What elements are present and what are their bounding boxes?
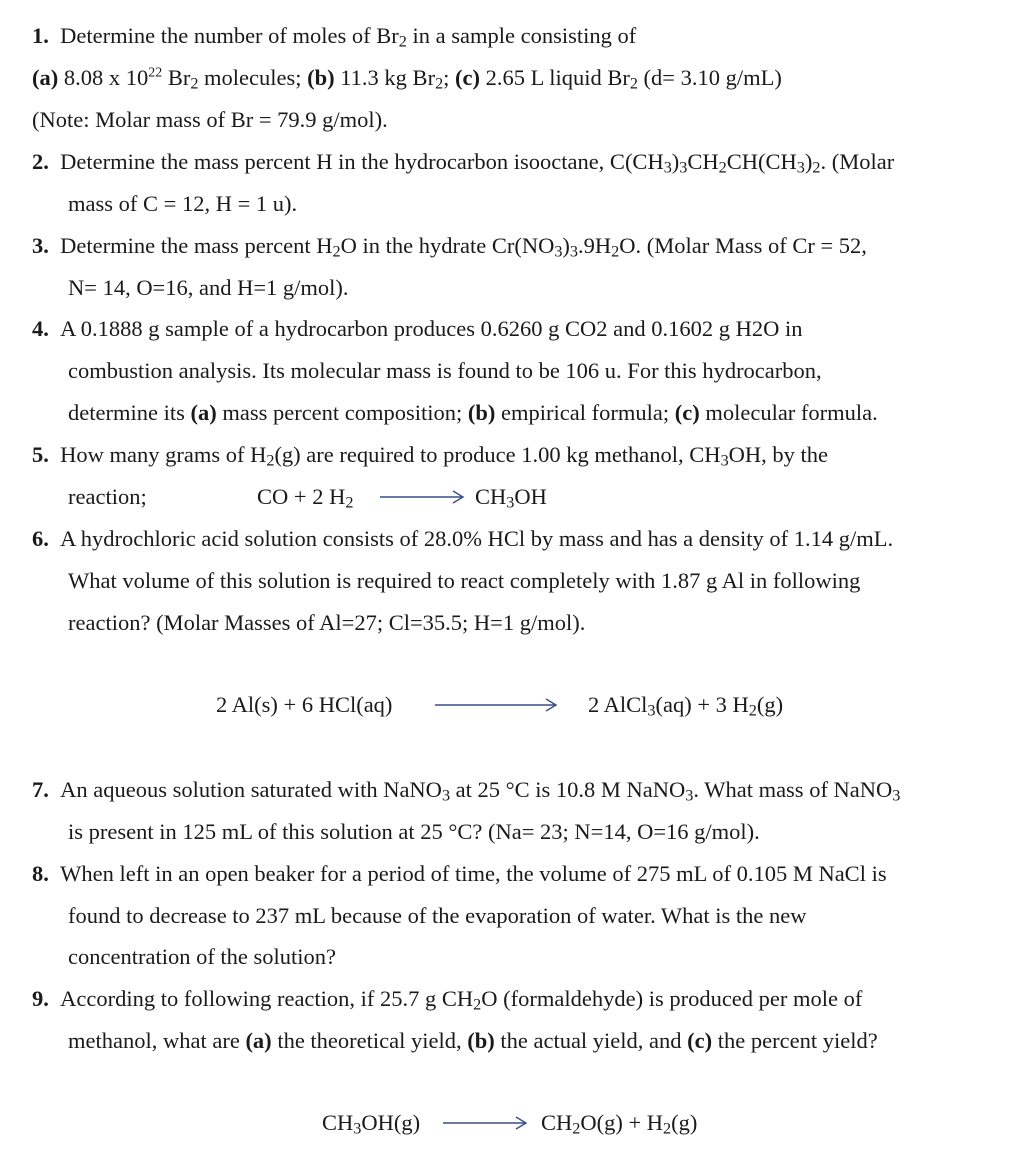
q3-number: 3. bbox=[32, 233, 49, 258]
q3-line-1: 3. Determine the mass percent $H_2O$ in the hydrate $Cr(NO_3)_3.9H_2O$. (Molar Mass of Cr = 52, bbox=[32, 233, 867, 261]
q4-number: 4. bbox=[32, 316, 49, 341]
q2-line-2: mass of C = 12, H = 1 u). bbox=[68, 191, 298, 216]
q6-equation-left: 2 Al(s) + 6 HCl(aq) bbox=[216, 692, 393, 717]
q4-line-3: determine its (a) mass percent composition; (b) empirical formula; (c) molecular formula. bbox=[68, 400, 878, 425]
q4-line-2: combustion analysis. Its molecular mass is found to be 106 u. For this hydrocarbon, bbox=[68, 358, 822, 383]
q6-number: 6. bbox=[32, 526, 49, 551]
q5-number: 5. bbox=[32, 442, 49, 467]
q6-line-1: 6. A hydrochloric acid solution consists of 28.0% HCl by mass and has a density of 1.14 g/mL. bbox=[32, 526, 894, 551]
q8-line-2: found to decrease to 237 mL because of the evaporation of water. What is the new bbox=[68, 903, 807, 928]
q1-line-1: 1. Determine the number of moles of $Br_2$ in a sample consisting of bbox=[32, 23, 637, 51]
q6-reaction-arrow-icon bbox=[435, 695, 559, 715]
q7-line-2: is present in 125 mL of this solution at 25 °C? (Na= 23; N=14, O=16 g/mol). bbox=[68, 819, 760, 844]
q5-equation-left: CO + 2 $H_2$ bbox=[257, 484, 354, 512]
q5-equation-right: $CH_3OH$ bbox=[475, 484, 547, 512]
q9-line-2: methanol, what are (a) the theoretical yield, (b) the actual yield, and (c) the percent yield? bbox=[68, 1028, 878, 1053]
q1-number: 1. bbox=[32, 23, 49, 48]
q6-line-3: reaction? (Molar Masses of Al=27; Cl=35.5; H=1 g/mol). bbox=[68, 610, 586, 635]
q2-line-1: 2. Determine the mass percent H in the hydrocarbon isooctane, $C(CH_3)_3CH_2CH(CH_3)_2$. (Molar bbox=[32, 149, 895, 177]
q7-number: 7. bbox=[32, 777, 49, 802]
q8-number: 8. bbox=[32, 861, 49, 886]
q1-note: (Note: Molar mass of Br = 79.9 g/mol). bbox=[32, 107, 388, 132]
q7-line-1: 7. An aqueous solution saturated with NaNO$_3$ at 25 °C is 10.8 M NaNO$_3$. What mass of NaNO$_3$ bbox=[32, 777, 901, 805]
q4-line-1: 4. A 0.1888 g sample of a hydrocarbon produces 0.6260 g CO2 and 0.1602 g H2O in bbox=[32, 316, 803, 341]
q3-line-2: N= 14, O=16, and H=1 g/mol). bbox=[68, 275, 349, 300]
q5-reaction-arrow-icon bbox=[380, 487, 466, 507]
q9-number: 9. bbox=[32, 986, 49, 1011]
q6-line-2: What volume of this solution is required to react completely with 1.87 g Al in following bbox=[68, 568, 861, 593]
q2-number: 2. bbox=[32, 149, 49, 174]
q8-line-3: concentration of the solution? bbox=[68, 944, 337, 969]
q1-line-2: (a) 8.08 x $10^{22}$ $Br_2$ molecules; (b) 11.3 kg $Br_2$; (c) 2.65 L liquid $Br_2$ (d= 3.10 g/mL) bbox=[32, 65, 782, 93]
q9-equation-left: $CH_3OH(g)$ bbox=[322, 1110, 421, 1138]
q9-equation-right: $CH_2O(g) + H_2(g)$ bbox=[541, 1110, 698, 1138]
q8-line-1: 8. When left in an open beaker for a period of time, the volume of 275 mL of 0.105 M NaCl is bbox=[32, 861, 887, 886]
q9-line-1: 9. According to following reaction, if 25.7 g $CH_2O$ (formaldehyde) is produced per mole of bbox=[32, 986, 863, 1014]
q9-reaction-arrow-icon bbox=[443, 1113, 529, 1133]
q5-line-1: 5. How many grams of $H_2(g)$ are required to produce 1.00 kg methanol, $CH_3OH$, by the bbox=[32, 442, 829, 470]
q6-equation-right: 2 AlCl$_3$(aq) + 3 $H_2(g)$ bbox=[588, 692, 784, 720]
q5-line-2: reaction; bbox=[68, 484, 147, 509]
